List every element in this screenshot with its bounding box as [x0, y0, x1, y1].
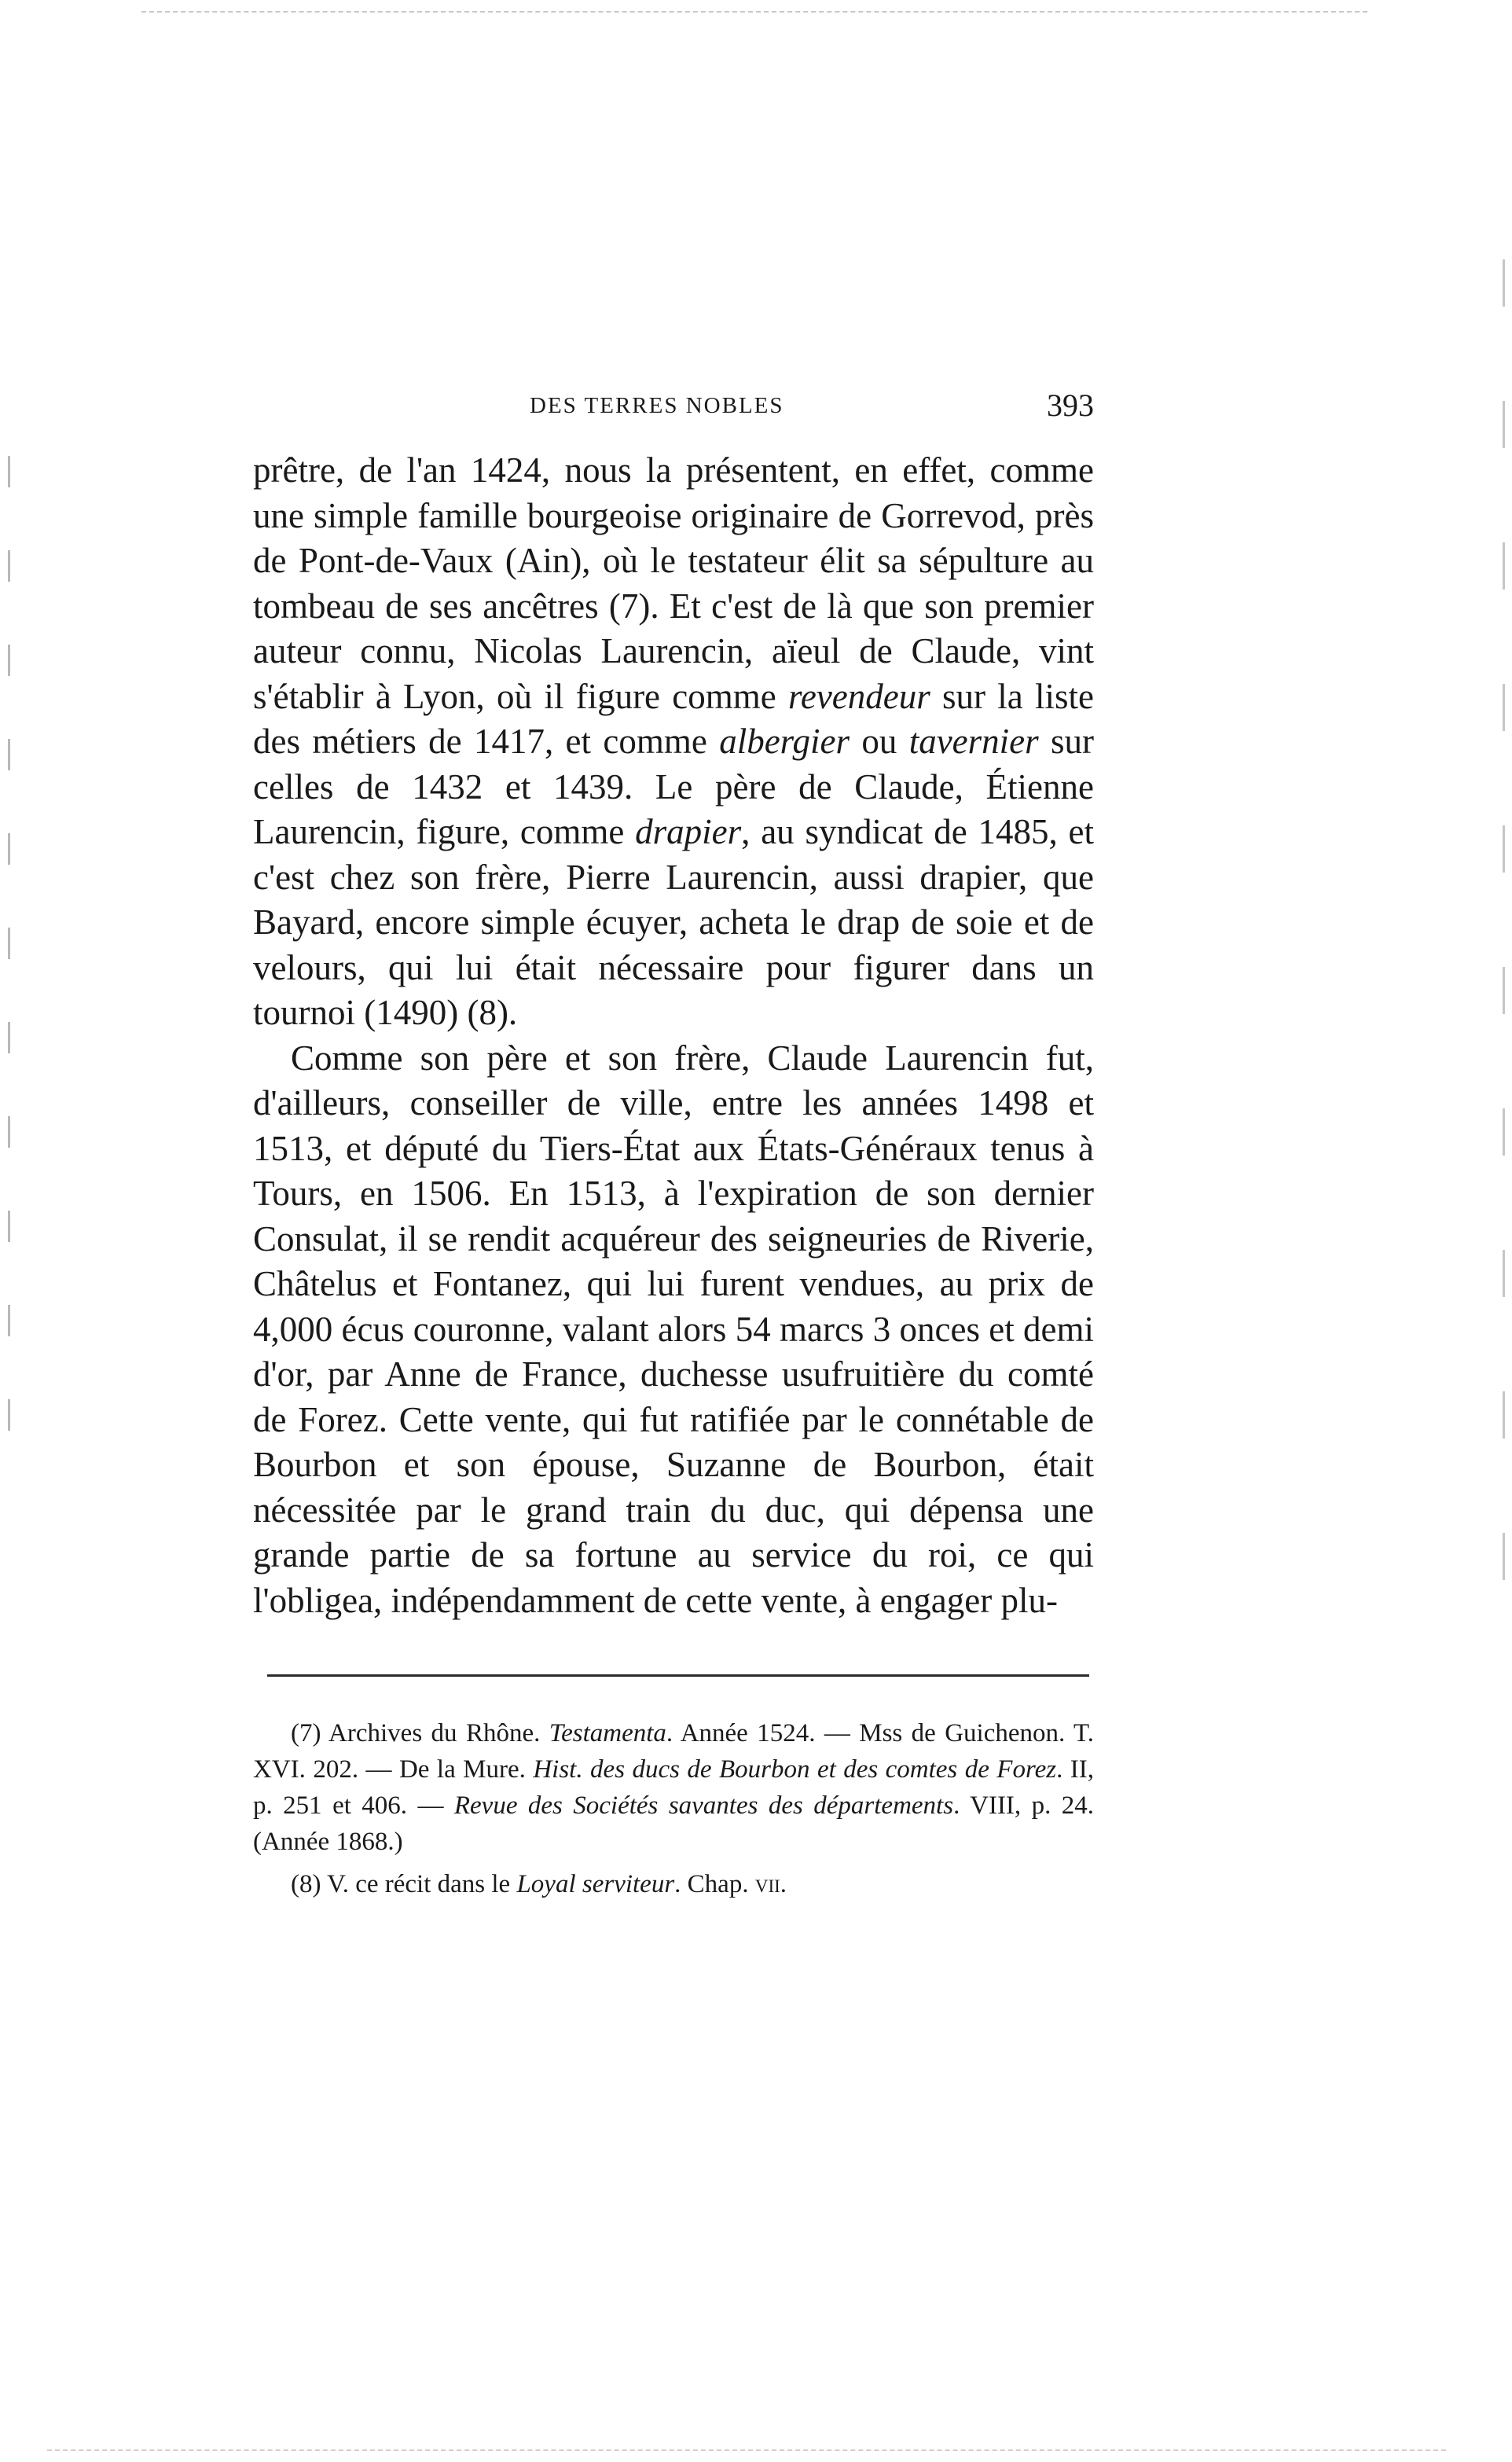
main-text [253, 448, 1094, 1623]
scan-edge-left [8, 456, 10, 1494]
scan-edge-top [141, 11, 1367, 13]
footnote-7-text-g: . VIII, p. 24. (Année 1868.) [253, 1791, 1094, 1856]
running-head: DES TERRES NOBLES [530, 393, 784, 418]
paragraph-1-text-c: sur la liste des métiers de 1417, et comme [253, 676, 1094, 761]
footnotes [253, 1715, 1094, 1902]
italic-drapier: drapier [635, 812, 742, 851]
paragraph-2: Comme son père et son frère, Claude Laurencin fut, d'ailleurs, conseiller de ville, entre les années 1498 et 1513, et député du Tiers-État aux États-Généraux tenus à Tours, en 1506. En 1513, à l'expiration de son dernier Consulat, il se rendit acquéreur des seigneuries de Riverie, Châtelus et Fontanez, qui lui furent vendues, au prix de 4,000 écus couronne, valant alors 54 marcs 3 onces et demi d'or, par Anne de France, duchesse usufruitière du comté de Forez. Cette vente, qui fut ratifiée par le connétable de Bourbon et son épouse, Suzanne de Bourbon, était nécessitée par le grand train du duc, qui dépensa une grande partie de sa fortune au service du roi, ce qui l'obligea, indépendamment de cette vente, à engager plu- [253, 1038, 1094, 1620]
scan-edge-right [1503, 259, 1505, 1674]
paragraph-1 [253, 448, 1094, 1036]
footnote-7-text-c: . Année 1524. — Mss de Guichenon. T. XVI. 202. — De la Mure. [253, 1719, 1094, 1784]
footnote-7-italic-d: Hist. des ducs de Bourbon et des comtes de Forez [533, 1755, 1057, 1784]
footnote-8-smallcaps-d: vii [754, 1870, 780, 1898]
footnote-8-text-e: . [780, 1870, 787, 1898]
footnote-rule [267, 1674, 1089, 1677]
footnote-7-italic-f: Revue des Sociétés savantes des départements [453, 1791, 954, 1820]
paragraph-1-text-g: sur celles de 1432 et 1439. Le père de Claude, Étienne Laurencin, figure, comme [253, 722, 1095, 851]
paragraph-1-text-e: ou [850, 722, 909, 761]
footnote-8-italic-b: Loyal serviteur [516, 1870, 675, 1898]
italic-albergier: albergier [719, 722, 850, 761]
footnote-7-italic-b: Testamenta [549, 1719, 666, 1747]
footnote-8-text-c: . Chap. [674, 1870, 755, 1898]
scan-edge-bottom [47, 2449, 1446, 2451]
footnote-8-text-a: (8) V. ce récit dans le [291, 1870, 517, 1898]
footnote-7 [253, 1715, 1094, 1860]
paragraph-1-text-a: prêtre, de l'an 1424, nous la présentent, en effet, comme une simple famille bourgeoise originaire de Gorrevod, près de Pont-de-Vaux (Ain), où le testateur élit sa sépulture au tombeau de ses ancêtres (7). Et c'est de là que son premier auteur connu, Nicolas Laurencin, aïeul de Claude, vint s'établir à Lyon, où il figure comme [253, 450, 1094, 716]
italic-tavernier: tavernier [908, 722, 1039, 761]
italic-revendeur: revendeur [788, 676, 930, 716]
paragraph-1-text-i: , au syndicat de 1485, et c'est chez son frère, Pierre Laurencin, aussi drapier, que Bayard, encore simple écuyer, acheta le drap de soie et de velours, qui lui était nécessaire pour figurer dans un tournoi (1490) (8). [253, 812, 1095, 1032]
footnote-7-text-e: . II, p. 251 et 406. — [253, 1755, 1094, 1820]
footnote-8 [253, 1866, 1094, 1902]
footnote-7-text-a: (7) Archives du Rhône. [291, 1719, 549, 1747]
page-number: 393 [1047, 388, 1094, 423]
page-header [253, 388, 1094, 432]
